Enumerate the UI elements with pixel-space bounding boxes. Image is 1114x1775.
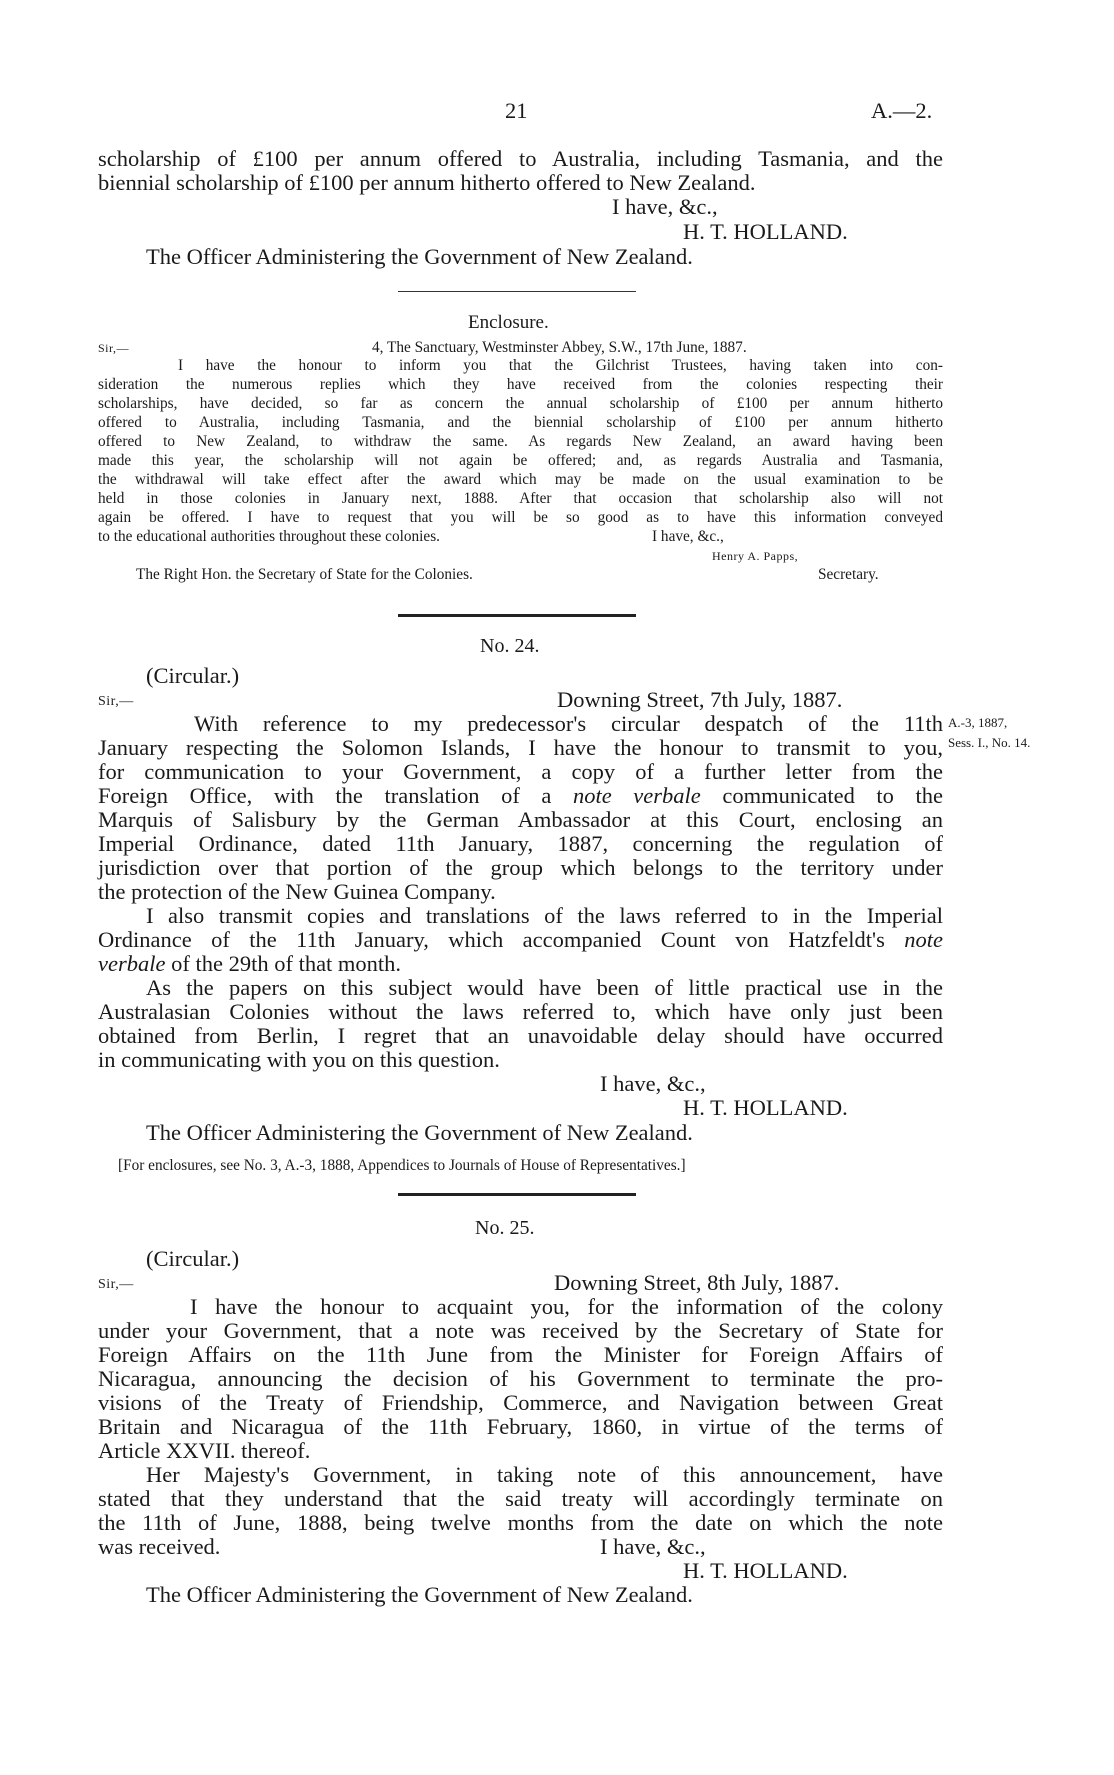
salutation-wrap xyxy=(98,691,134,712)
text-line xyxy=(98,927,943,952)
text-line: scholarships, have decided, so far as concern the annual scholarship of £100 per annum hitherto xyxy=(98,395,943,412)
salutation: Sir,— xyxy=(98,694,134,709)
signature: H. T. HOLLAND. xyxy=(683,219,848,244)
text-line: Article XXVII. thereof. xyxy=(98,1438,311,1463)
text-line: held in those colonies in January next, 1888. After that occasion that scholarship also will not xyxy=(98,490,943,507)
addressee: The Officer Administering the Government of New Zealand. xyxy=(146,1582,693,1607)
salutation: Sir,— xyxy=(98,1277,134,1292)
text-line: Foreign Affairs on the 11th June from the Minister for Foreign Affairs of xyxy=(98,1342,943,1367)
text-line: the withdrawal will take effect after the award which may be made on the usual examination to be xyxy=(98,471,943,488)
closing: I have, &c., xyxy=(612,194,718,219)
text-line: offered to New Zealand, to withdraw the same. As regards New Zealand, an award having been xyxy=(98,433,943,450)
divider xyxy=(398,291,636,292)
dateline: Downing Street, 7th July, 1887. xyxy=(557,687,843,712)
document-reference: A.—2. xyxy=(871,98,933,123)
page-number: 21 xyxy=(505,98,528,123)
text-line: visions of the Treaty of Friendship, Commerce, and Navigation between Great xyxy=(98,1390,943,1415)
text-segment: Ordinance of the 11th January, which accompanied Count von Hatzfeldt's xyxy=(98,927,885,952)
letter-heading: No. 25. xyxy=(475,1217,535,1239)
signature: H. T. HOLLAND. xyxy=(683,1558,848,1583)
text-line: scholarship of £100 per annum offered to Australia, including Tasmania, and the xyxy=(98,146,943,171)
circular-label: (Circular.) xyxy=(146,1246,240,1271)
italic-phrase: note verbale xyxy=(572,783,701,808)
addressee: The Right Hon. the Secretary of State for the Colonies. xyxy=(136,566,473,583)
text-line: offered to Australia, including Tasmania, and the biennial scholarship of £100 per annum hitherto xyxy=(98,414,943,431)
text-line: jurisdiction over that portion of the group which belongs to the territory under xyxy=(98,855,943,880)
text-line: to the educational authorities throughout these colonies. xyxy=(98,528,440,545)
text-line: in communicating with you on this question. xyxy=(98,1047,500,1072)
enclosures-note: [For enclosures, see No. 3, A.-3, 1888, Appendices to Journals of House of Representatives.] xyxy=(118,1157,686,1174)
salutation: Sir,— xyxy=(98,341,130,355)
text-line: I also transmit copies and translations of the laws referred to in the Imperial xyxy=(146,903,943,928)
text-segment: communicated to the xyxy=(722,783,943,808)
text-line: was received. xyxy=(98,1534,221,1559)
text-line: the 11th of June, 1888, being twelve months from the date on which the note xyxy=(98,1510,943,1535)
dateline: Downing Street, 8th July, 1887. xyxy=(554,1270,840,1295)
text-line: I have the honour to inform you that the Gilchrist Trustees, having taken into con- xyxy=(178,357,943,374)
text-line: I have the honour to acquaint you, for the information of the colony xyxy=(190,1294,943,1319)
text-line: January respecting the Solomon Islands, I have the honour to transmit to you, xyxy=(98,735,943,760)
text-line: Britain and Nicaragua of the 11th February, 1860, in virtue of the terms of xyxy=(98,1414,943,1439)
enclosure-signature-wrap xyxy=(712,547,798,565)
text-line: Her Majesty's Government, in taking note of this announcement, have xyxy=(146,1462,943,1487)
text-line xyxy=(98,951,401,976)
margin-reference: A.-3, 1887, xyxy=(948,715,1008,730)
text-line: Australasian Colonies without the laws referred to, which have only just been xyxy=(98,999,943,1024)
closing: I have, &c., xyxy=(600,1071,706,1096)
text-line: Imperial Ordinance, dated 11th January, 1887, concerning the regulation of xyxy=(98,831,943,856)
circular-label: (Circular.) xyxy=(146,663,240,688)
closing: I have, &c., xyxy=(652,528,724,545)
section-divider xyxy=(398,614,636,617)
text-line: for communication to your Government, a copy of a further letter from the xyxy=(98,759,943,784)
letter-heading: No. 24. xyxy=(480,635,540,657)
addressee: The Officer Administering the Government of New Zealand. xyxy=(146,1120,693,1145)
text-line: obtained from Berlin, I regret that an unavoidable delay should have occurred xyxy=(98,1023,943,1048)
closing: I have, &c., xyxy=(600,1534,706,1559)
margin-reference: Sess. I., No. 14. xyxy=(948,735,1031,750)
text-line: again be offered. I have to request that you will be so good as to have this information conveyed xyxy=(98,509,943,526)
text-line: Marquis of Salisbury by the German Ambassador at this Court, enclosing an xyxy=(98,807,943,832)
text-line: under your Government, that a note was received by the Secretary of State for xyxy=(98,1318,943,1343)
text-line xyxy=(98,783,943,808)
salutation-wrap xyxy=(98,1274,134,1295)
text-line: With reference to my predecessor's circular despatch of the 11th xyxy=(194,711,943,736)
enclosure-address: 4, The Sanctuary, Westminster Abbey, S.W., 17th June, 1887. xyxy=(372,339,747,356)
addressee: The Officer Administering the Government of New Zealand. xyxy=(146,244,693,269)
italic-phrase: note xyxy=(904,927,943,952)
text-line: stated that they understand that the said treaty will accordingly terminate on xyxy=(98,1486,943,1511)
text-line: As the papers on this subject would have been of little practical use in the xyxy=(146,975,943,1000)
text-segment: Foreign Office, with the translation of a xyxy=(98,783,552,808)
text-line: made this year, the scholarship will not again be offered; and, as regards Australia and Tasmania, xyxy=(98,452,943,469)
enclosure-heading: Enclosure. xyxy=(468,312,549,333)
text-line: Nicaragua, announcing the decision of his Government to terminate the pro- xyxy=(98,1366,943,1391)
enclosure-salutation xyxy=(98,339,129,357)
signature: Henry A. Papps, xyxy=(712,549,799,563)
signature: H. T. HOLLAND. xyxy=(683,1095,848,1120)
section-divider xyxy=(398,1193,636,1196)
italic-phrase: verbale xyxy=(98,951,166,976)
text-line: the protection of the New Guinea Company. xyxy=(98,879,496,904)
text-segment: of the 29th of that month. xyxy=(171,951,402,976)
signatory-title: Secretary. xyxy=(818,566,879,583)
text-line: sideration the numerous replies which they have received from the colonies respecting their xyxy=(98,376,943,393)
text-line: biennial scholarship of £100 per annum hitherto offered to New Zealand. xyxy=(98,170,756,195)
